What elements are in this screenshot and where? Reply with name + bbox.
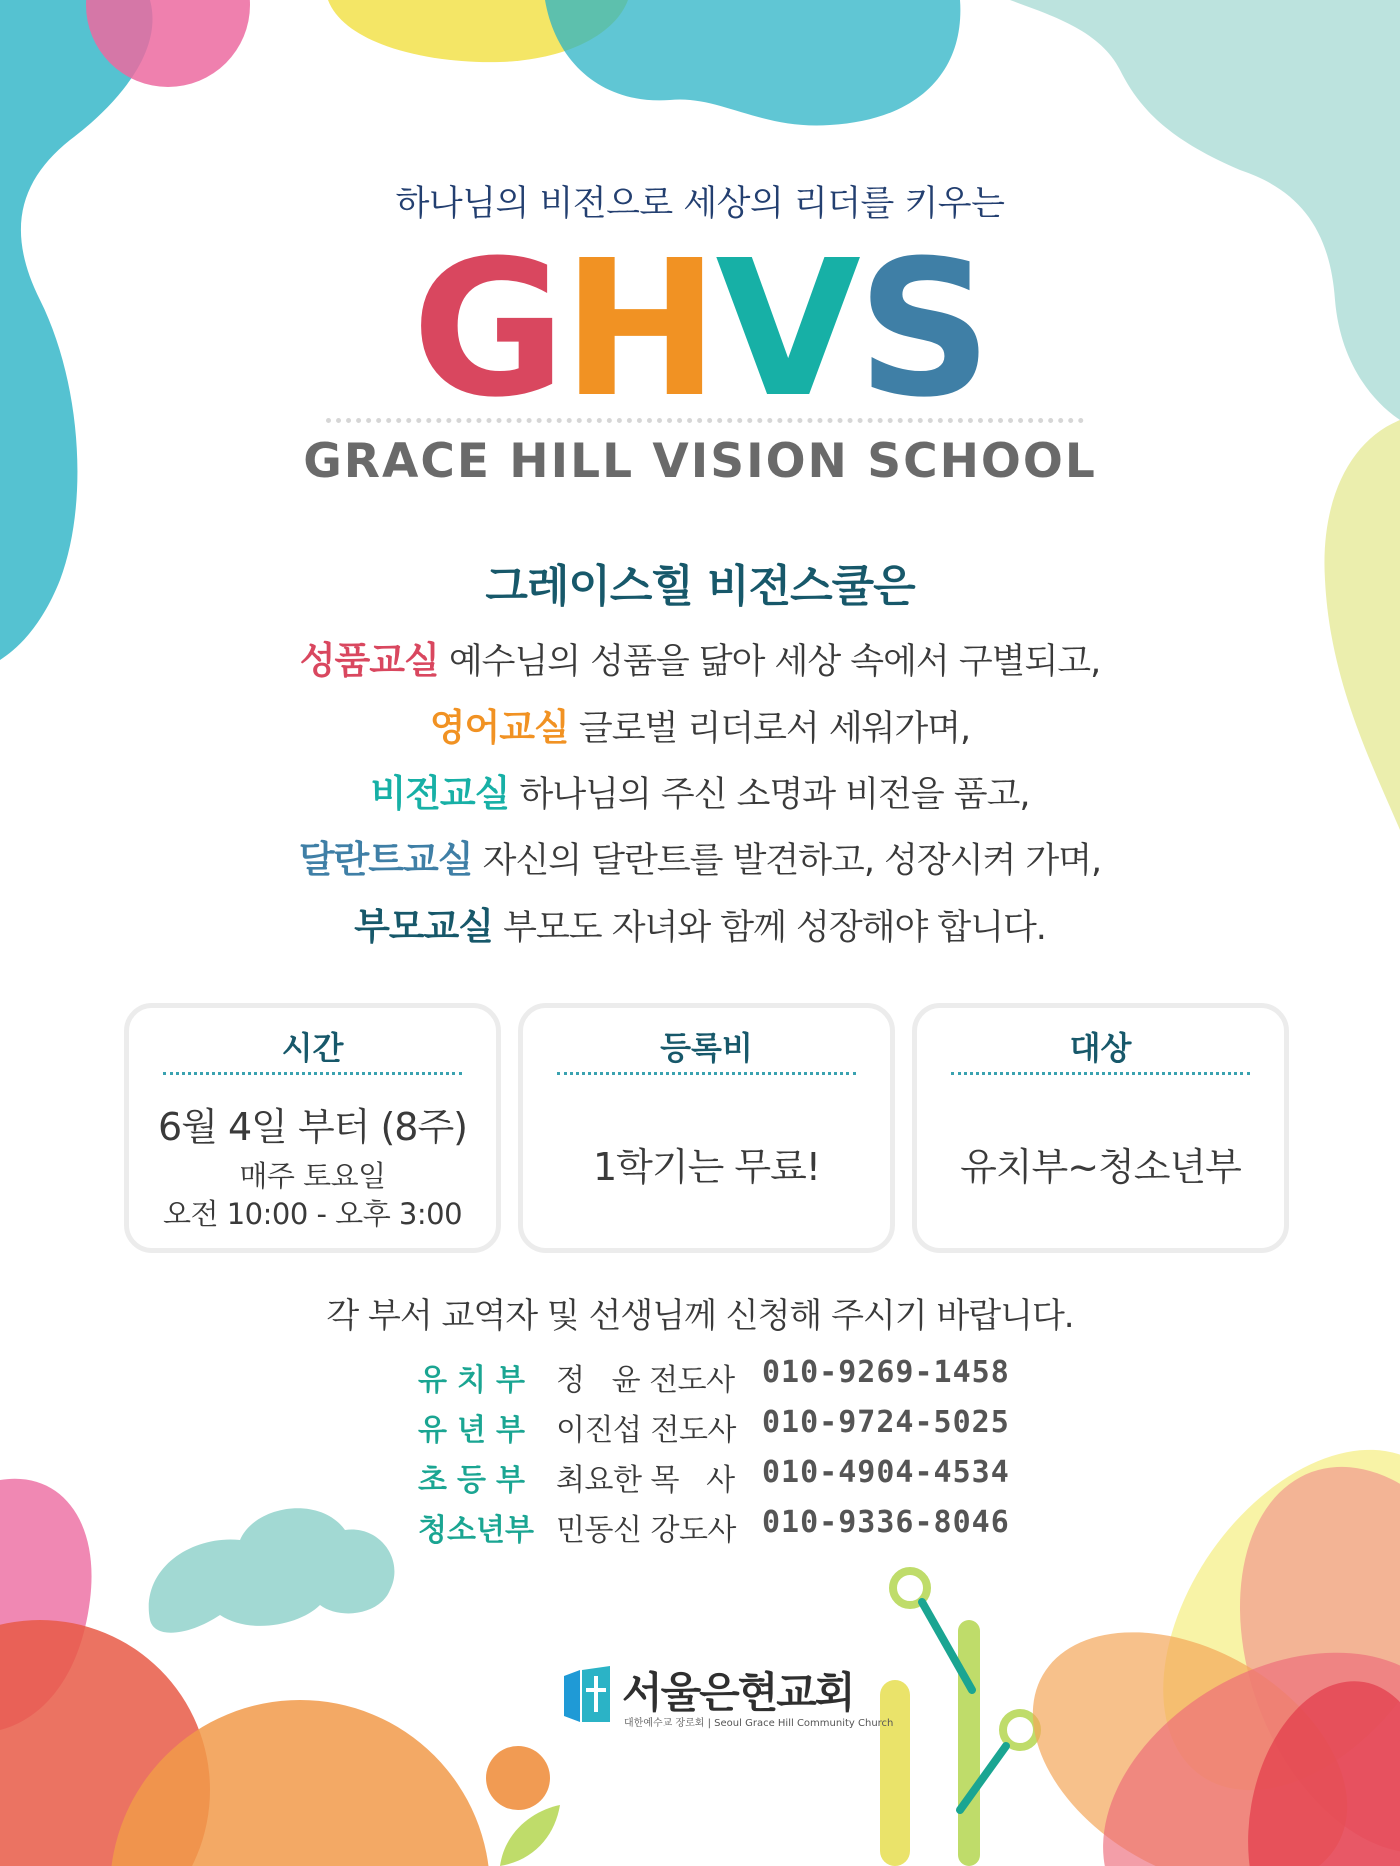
contact-list	[418, 1353, 1018, 1553]
contact-person: 민동신 강도사	[556, 1513, 736, 1548]
notice-text: 각 부서 교역자 및 선생님께 신청해 주시기 바랍니다.	[326, 1296, 1074, 1336]
intro-text: 하나님의 주신 소명과 비전을 품고,	[509, 775, 1030, 815]
intro-line-talent	[0, 829, 1400, 883]
contact-row	[418, 1453, 1018, 1503]
intro-text: 예수님의 성품을 닮아 세상 속에서 구별되고,	[438, 642, 1101, 682]
intro-line-vision	[0, 763, 1400, 817]
header-subtitle: 하나님의 비전으로 세상의 리더를 키우는	[395, 184, 1005, 224]
intro-text: 부모도 자녀와 함께 성장해야 합니다.	[493, 908, 1046, 948]
intro-text: 글로벌 리더로서 세워가며,	[568, 709, 971, 749]
card-main-text: 유치부~청소년부	[960, 1145, 1241, 1189]
card-title: 대상	[1069, 1029, 1132, 1067]
contact-row	[418, 1403, 1018, 1453]
intro-text: 자신의 달란트를 발견하고, 성장시켜 가며,	[472, 841, 1102, 881]
intro-key: 비전교실	[370, 772, 510, 815]
church-cross-icon	[564, 1666, 610, 1722]
contact-dept: 청소년부	[418, 1513, 534, 1548]
intro-line-character	[0, 630, 1400, 684]
church-logo	[564, 1662, 894, 1738]
card-sub-text: 매주 토요일	[239, 1159, 386, 1193]
contact-dept: 유치부	[418, 1363, 535, 1398]
logo-divider	[326, 418, 1084, 423]
card-main-text: 6월 4일 부터 (8주)	[158, 1105, 467, 1149]
card-divider	[163, 1072, 462, 1075]
intro-line-english	[0, 697, 1400, 751]
card-divider	[951, 1072, 1250, 1075]
logo-letter-s: S	[856, 220, 989, 439]
card-fee	[518, 1003, 895, 1253]
contact-person: 이진섭 전도사	[556, 1413, 736, 1448]
ghvs-logo	[0, 220, 1400, 439]
card-sub-text: 오전 10:00 - 오후 3:00	[162, 1197, 463, 1231]
card-target	[912, 1003, 1289, 1253]
contact-phone: 010-9336-8046	[762, 1505, 1010, 1540]
intro-key: 부모교실	[354, 905, 494, 948]
intro-title: 그레이스힐 비전스쿨은	[485, 561, 915, 612]
contact-phone: 010-9724-5025	[762, 1405, 1010, 1440]
contact-dept: 유년부	[418, 1413, 535, 1448]
contact-person: 최요한 목 사	[556, 1463, 735, 1498]
contact-dept: 초등부	[418, 1463, 535, 1498]
contact-phone: 010-9269-1458	[762, 1355, 1010, 1390]
contact-person: 정 윤 전도사	[556, 1363, 735, 1398]
contact-row	[418, 1353, 1018, 1403]
logo-letter-h: H	[562, 220, 716, 439]
card-title: 등록비	[660, 1029, 753, 1067]
church-subtitle: 대한예수교 장로회 | Seoul Grace Hill Community Church	[624, 1718, 894, 1729]
contact-phone: 010-4904-4534	[762, 1455, 1010, 1490]
intro-key: 달란트교실	[298, 838, 473, 881]
logo-letter-g: G	[411, 220, 563, 439]
intro-key: 성품교실	[299, 639, 439, 682]
card-main-text: 1학기는 무료!	[592, 1145, 821, 1189]
card-time	[124, 1003, 501, 1253]
logo-letter-v: V	[715, 220, 857, 439]
card-divider	[557, 1072, 856, 1075]
contact-row	[418, 1503, 1018, 1553]
card-title: 시간	[281, 1029, 344, 1067]
church-name: 서울은현교회	[622, 1668, 854, 1717]
school-name: GRACE HILL VISION SCHOOL	[303, 434, 1097, 489]
intro-key: 영어교실	[429, 706, 569, 749]
intro-line-parents	[0, 896, 1400, 950]
